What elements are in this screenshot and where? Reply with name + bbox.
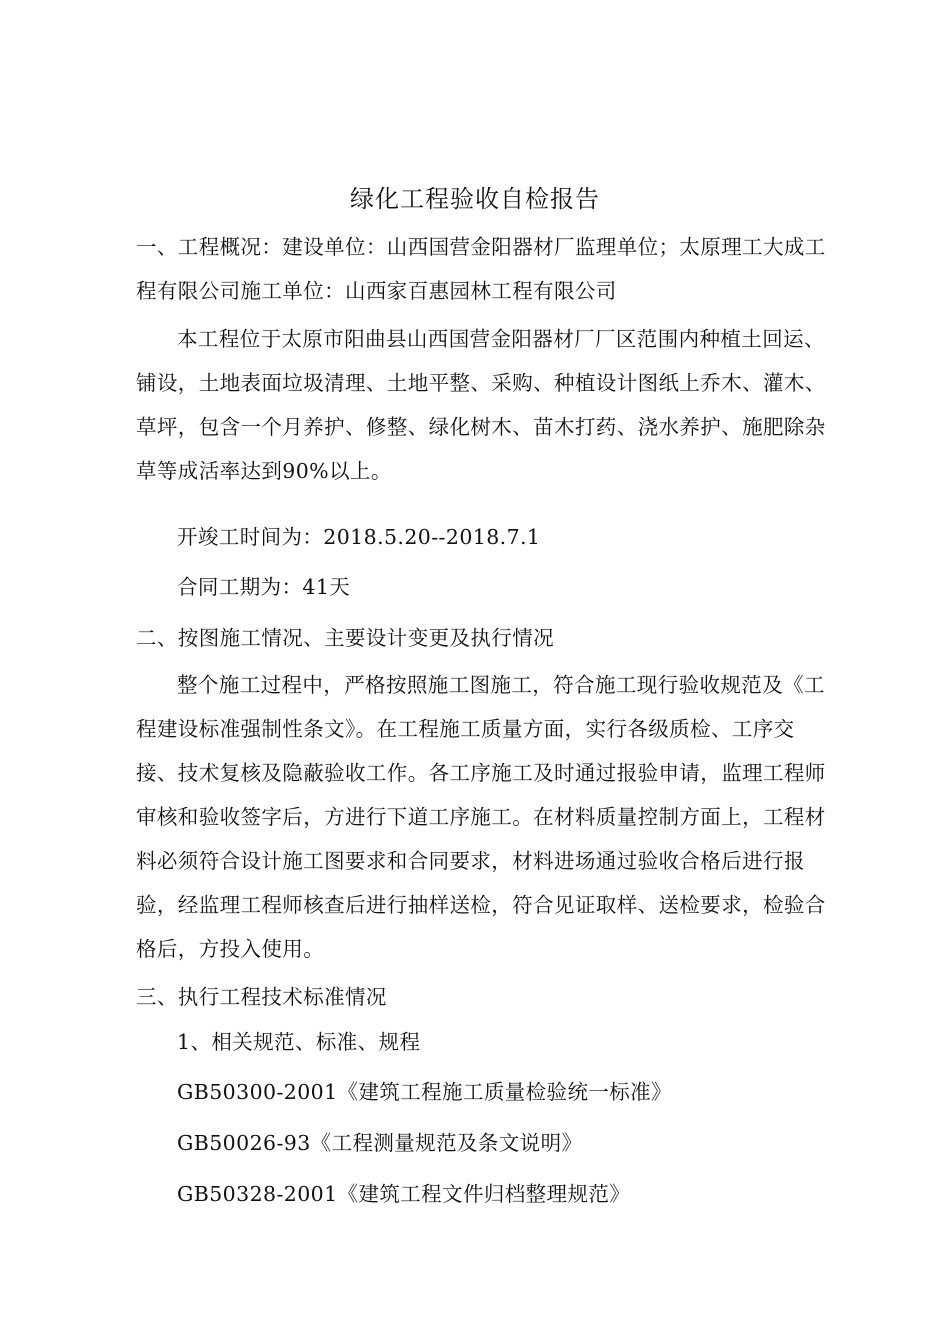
standard-item: GB50026-93《工程测量规范及条文说明》: [177, 1131, 583, 1155]
section-3-heading: 三、执行工程技术标准情况: [136, 985, 387, 1009]
construction-schedule: 开竣工时间为：2018.5.20--2018.7.1: [177, 525, 541, 549]
project-description-paragraph: 本工程位于太原市阳曲县山西国营金阳器材厂厂区范围内种植土回运、铺设，土地表面垃圾清理、土地平整、采购、种植设计图纸上乔木、灌木、草坪，包含一个月养护、修整、绿化树木、苗木打药、浇水养护、施肥除杂草等成活率达到90%以上。: [136, 327, 826, 483]
section-2-heading: 二、按图施工情况、主要设计变更及执行情况: [136, 626, 554, 650]
project-overview-paragraph: 一、工程概况：建设单位：山西国营金阳器材厂监理单位；太原理工大成工程有限公司施工单位：山西家百惠园林工程有限公司: [136, 235, 826, 303]
standard-item: GB50300-2001《建筑工程施工质量检验统一标准》: [177, 1080, 672, 1104]
standard-item: GB50328-2001《建筑工程文件归档整理规范》: [177, 1182, 631, 1206]
page-title: 绿化工程验收自检报告: [350, 185, 600, 213]
standards-subheading: 1、相关规范、标准、规程: [177, 1030, 421, 1054]
contract-duration: 合同工期为：41天: [177, 575, 351, 599]
construction-process-paragraph: 整个施工过程中，严格按照施工图施工，符合施工现行验收规范及《工程建设标准强制性条文》。在工程施工质量方面，实行各级质检、工序交接、技术复核及隐蔽验收工作。各工序施工及时通过报验申请，监理工程师审核和验收签字后，方进行下道工序施工。在材料质量控制方面上，工程材料必须符合设计施工图要求和合同要求，材料进场通过验收合格后进行报验，经监理工程师核查后进行抽样送检，符合见证取样、送检要求，检验合格后，方投入使用。: [136, 673, 826, 961]
